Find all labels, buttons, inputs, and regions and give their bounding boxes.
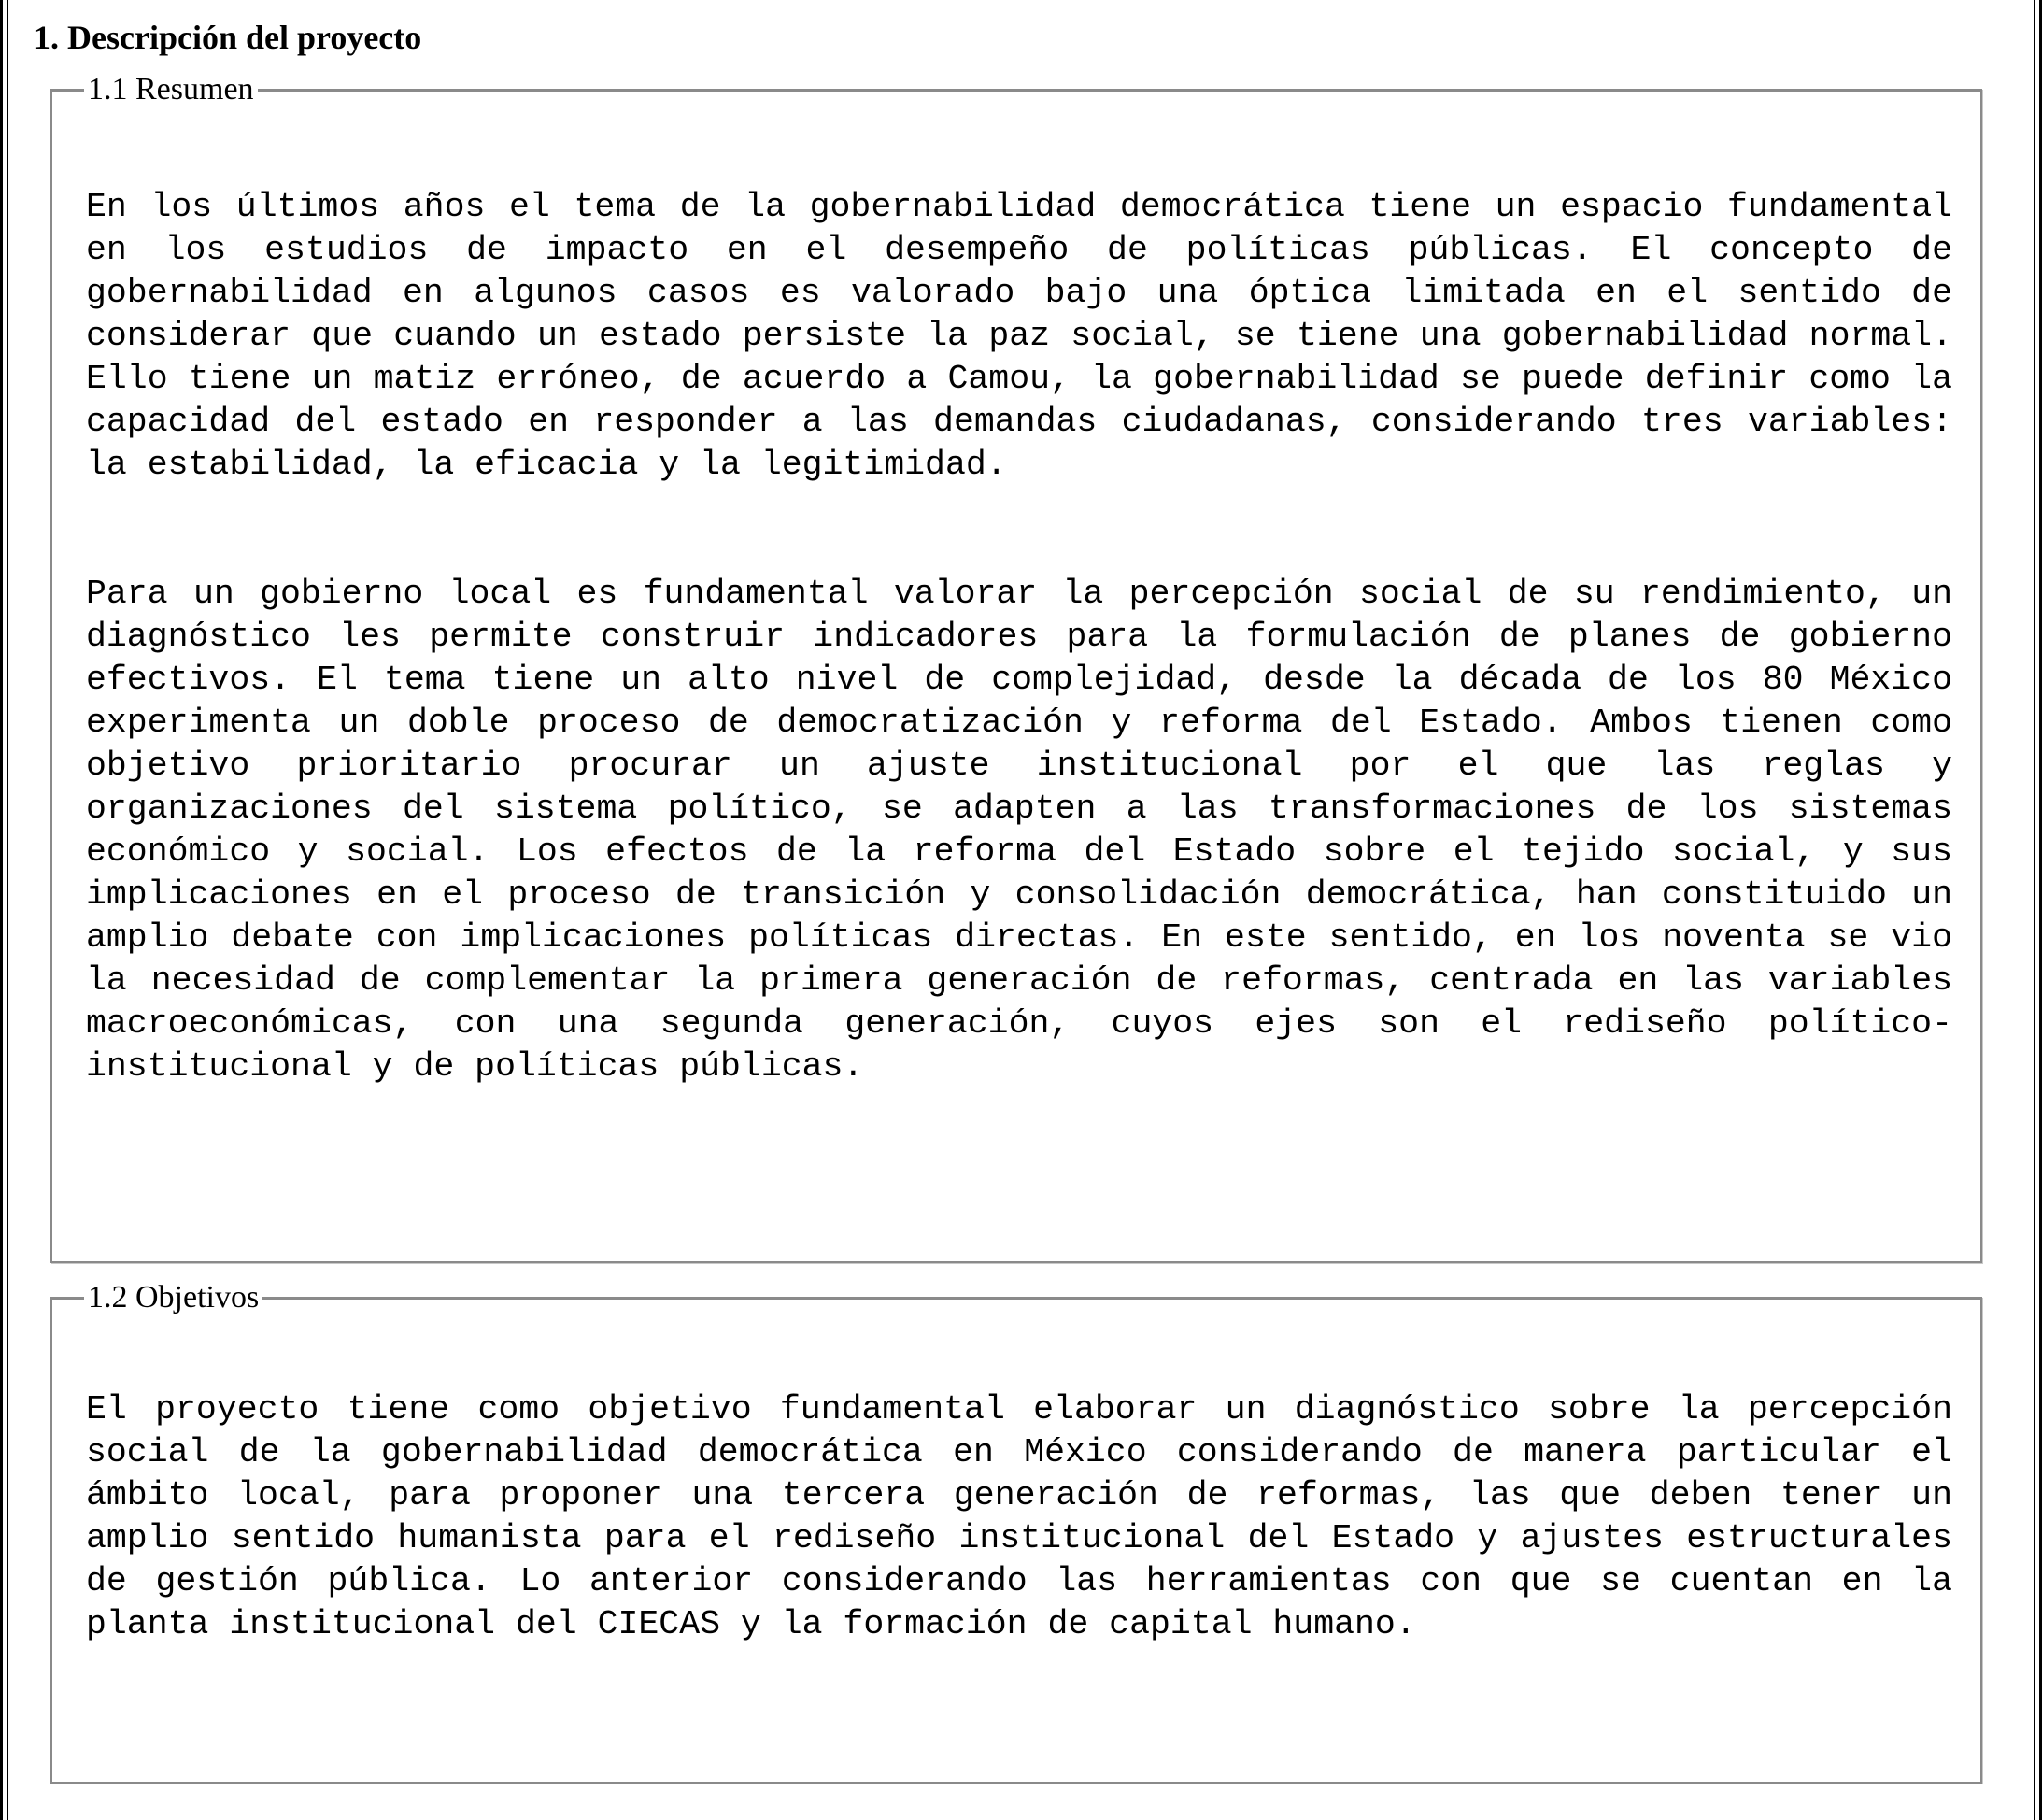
page-frame-left — [0, 0, 8, 1820]
objectives-paragraph: El proyecto tiene como objetivo fundamental elaborar un diagnóstico sobre la percepción social de la gobernabilidad democrática en México considerando de manera particular el ámbito local, para proponer una tercera generación de reformas, las que deben tener un amplio sentido humanista para el rediseño institucional del Estado y ajustes estructurales de gestión pública. Lo anterior considerando las herramientas con que se cuentan en la planta institucional del CIECAS y la formación de capital humano. — [86, 1390, 1952, 1643]
summary-paragraph: Para un gobierno local es fundamental valorar la percepción social de su rendimiento, un diagnóstico les permite construir indicadores para la formulación de planes de gobierno efectivos. El tema tiene un alto nivel de complejidad, desde la década de los 80 México experimenta un doble proceso de democratización y reforma del Estado. Ambos tienen como objetivo prioritario procurar un ajuste institucional por el que las reglas y organizaciones del sistema político, se adapten a las transformaciones de los sistemas económico y social. Los efectos de la reforma del Estado sobre el tejido social, y sus implicaciones en el proceso de transición y consolidación democrática, han constituido un amplio debate con implicaciones políticas directas. En este sentido, en los noventa se vio la necesidad de complementar la primera generación de reformas, centrada en las variables macroeconómicas, con una segunda generación, cuyos ejes son el rediseño político-institucional y de políticas públicas. — [86, 575, 1952, 1086]
section-title: 1. Descripción del proyecto — [34, 19, 422, 56]
page-frame-right — [2034, 0, 2042, 1820]
summary-legend: 1.1 Resumen — [84, 71, 258, 108]
summary-paragraph: En los últimos años el tema de la gobernabilidad democrática tiene un espacio fundamental en los estudios de impacto en el desempeño de políticas públicas. El concepto de gobernabilidad en algunos casos es valorado bajo una óptica limitada en el sentido de considerar que cuando un estado persiste la paz social, se tiene una gobernabilidad normal. Ello tiene un matiz erróneo, de acuerdo a Camou, la gobernabilidad se puede definir como la capacidad del estado en responder a las demandas ciudadanas, considerando tres variables: la estabilidad, la eficacia y la legitimidad. — [86, 188, 1952, 484]
summary-fieldset — [50, 72, 1982, 1263]
objectives-fieldset — [50, 1280, 1982, 1784]
objectives-legend: 1.2 Objetivos — [84, 1279, 262, 1316]
